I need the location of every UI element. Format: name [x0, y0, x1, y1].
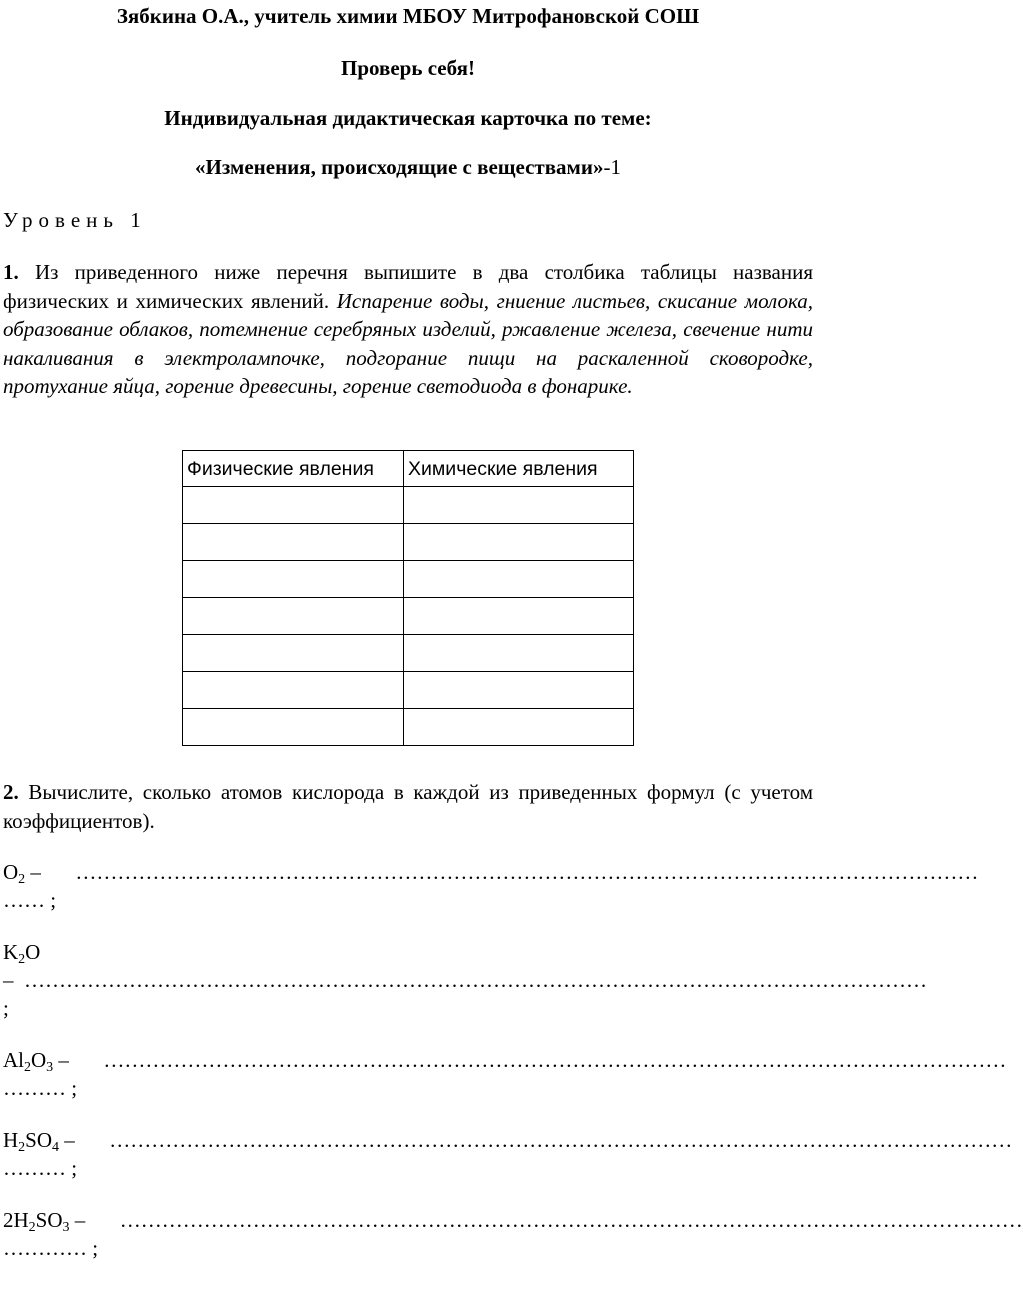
formula-subscript: 3 — [62, 1220, 70, 1235]
answer-cell[interactable] — [404, 672, 634, 709]
formula — [3, 938, 40, 966]
answer-cell[interactable] — [183, 709, 404, 746]
answer-cell[interactable] — [404, 487, 634, 524]
formula — [3, 1046, 53, 1074]
task1-list: Испарение воды, гниение листьев, скисание молока, образование облаков, потемнение серебряных изделий, ржавление железа, свечение нити накаливания в электролампочке, подгорание пищи на раскаленной сковородке, протухание яйца, горение древесины, горение светодиода в фонарике. — [3, 288, 814, 398]
answer-cell[interactable] — [404, 561, 634, 598]
formula-line — [3, 938, 813, 966]
formula-tail: ……… ; — [3, 1156, 78, 1180]
answer-dots[interactable]: ………………………………………………………………………………………………………………… — [103, 1048, 1007, 1072]
answer-cell[interactable] — [404, 635, 634, 672]
topic-line — [0, 153, 816, 181]
formula-line — [3, 1126, 1013, 1155]
col-chemical-header: Химические явления — [404, 451, 634, 487]
table-row — [183, 524, 634, 561]
formula-dash: – — [25, 860, 52, 884]
formula-element: SO — [35, 1208, 63, 1232]
answer-dots[interactable]: ………………………………………………………………………………………………………………… — [119, 1208, 1023, 1232]
formula-dash: – — [3, 968, 24, 992]
answer-cell[interactable] — [404, 524, 634, 561]
topic-text: «Изменения, происходящие с веществами» — [195, 155, 604, 179]
formula-element: O — [25, 940, 41, 964]
formula-subscript: 2 — [28, 1220, 36, 1235]
task2-number: 2. — [3, 780, 19, 804]
formula-continuation — [3, 966, 927, 994]
author-line: Зябкина О.А., учитель химии МБОУ Митрофановской СОШ — [116, 4, 700, 28]
subtitle: Проверь себя! — [341, 56, 475, 80]
formula-subscript: 2 — [18, 1140, 26, 1155]
formula-element: H — [3, 1128, 19, 1152]
formula-tail: ; — [3, 996, 9, 1020]
formula-element: O — [3, 860, 19, 884]
formula-element: O — [31, 1048, 47, 1072]
formula-subscript: 2 — [18, 872, 26, 887]
card-title: Индивидуальная дидактическая карточка по теме: — [164, 106, 652, 130]
answer-dots[interactable]: ………………………………………………………………………………………………………………… — [109, 1128, 1013, 1152]
answer-dots[interactable]: ………………………………………………………………………………………………………………… — [75, 860, 979, 884]
formula-dash: – — [53, 1048, 80, 1072]
formula — [3, 858, 25, 886]
formula-subscript: 3 — [46, 1060, 54, 1075]
formula-element: H — [13, 1208, 29, 1232]
answer-dots[interactable]: ………………………………………………………………………………………………………………… — [24, 968, 927, 992]
formula-line — [3, 858, 979, 887]
table-row — [183, 561, 634, 598]
answer-cell[interactable] — [183, 487, 404, 524]
answer-cell[interactable] — [183, 598, 404, 635]
task2-paragraph — [3, 778, 813, 835]
answer-cell[interactable] — [183, 635, 404, 672]
task1-instruction: Из приведенного ниже перечня выпишите в два столбика таблицы названия физических и химических явлений. — [3, 260, 813, 313]
formula-coefficient: 2 — [3, 1208, 14, 1232]
formula-line — [3, 1206, 1023, 1235]
formula-dash: – — [59, 1128, 86, 1152]
formula-dash: – — [69, 1208, 96, 1232]
level-label: Уровень 1 — [3, 208, 147, 232]
answer-cell[interactable] — [404, 709, 634, 746]
answer-cell[interactable] — [183, 561, 404, 598]
formula-line — [3, 1046, 1007, 1075]
phenomena-table — [182, 450, 634, 746]
table-row — [183, 672, 634, 709]
formula — [3, 1206, 70, 1234]
answer-cell[interactable] — [183, 672, 404, 709]
formula-subscript: 4 — [52, 1140, 60, 1155]
col-physical-header: Физические явления — [183, 451, 404, 487]
formula-subscript: 2 — [18, 952, 26, 967]
formula-element: K — [3, 940, 19, 964]
formula-element: SO — [25, 1128, 53, 1152]
table-row — [183, 487, 634, 524]
formula-element: Al — [3, 1048, 24, 1072]
table-row — [183, 709, 634, 746]
task1-number: 1. — [3, 260, 19, 284]
task1-paragraph — [3, 258, 813, 401]
table-row — [183, 598, 634, 635]
formula-tail: ………… ; — [3, 1236, 99, 1260]
task2-instruction: Вычислите, сколько атомов кислорода в каждой из приведенных формул (с учетом коэффициентов). — [3, 780, 813, 833]
answer-cell[interactable] — [404, 598, 634, 635]
answer-cell[interactable] — [183, 524, 404, 561]
formula-tail: …… ; — [3, 888, 57, 912]
formula — [3, 1126, 59, 1154]
table-row — [183, 635, 634, 672]
formula-subscript: 2 — [24, 1060, 31, 1075]
formula-tail: ……… ; — [3, 1076, 78, 1100]
topic-suffix: -1 — [603, 155, 621, 179]
